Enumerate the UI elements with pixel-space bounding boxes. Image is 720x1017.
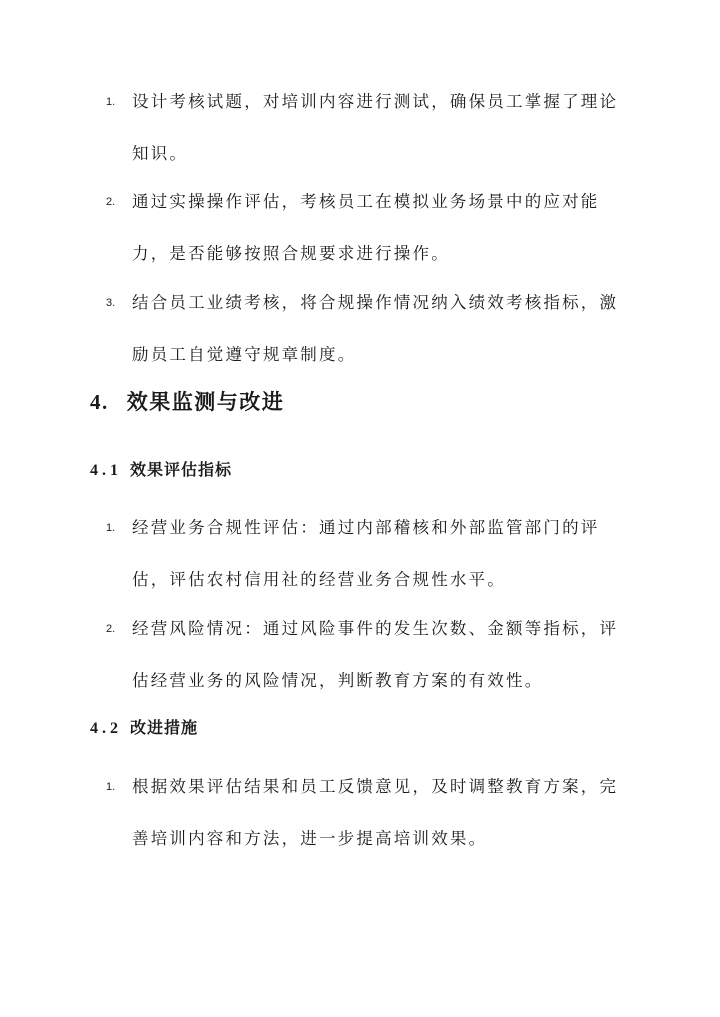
list-item-text: 结合员工业绩考核，将合规操作情况纳入绩效考核指标，激励员工自觉遵守规章制度。: [132, 293, 619, 364]
subsection-heading: [90, 715, 198, 738]
subsection-title: 效果评估指标: [130, 460, 233, 479]
list-number: 1.: [106, 96, 116, 108]
subsection-number: 4.1: [90, 462, 122, 479]
list-item-text: 根据效果评估结果和员工反馈意见，及时调整教育方案，完善培训内容和方法，进一步提高培训效果。: [132, 777, 619, 848]
subsection-title: 改进措施: [130, 718, 199, 737]
list-number: 1.: [106, 781, 116, 793]
section-number: 4.: [90, 390, 109, 414]
list-item-text: 经营风险情况：通过风险事件的发生次数、金额等指标，评估经营业务的风险情况，判断教育方案的有效性。: [132, 619, 619, 690]
list-item-text: 设计考核试题，对培训内容进行测试，确保员工掌握了理论知识。: [132, 92, 619, 163]
list-item-text: 通过实操操作评估，考核员工在模拟业务场景中的应对能力，是否能够按照合规要求进行操作。: [132, 192, 600, 263]
subsection-number: 4.2: [90, 720, 122, 737]
list-number: 2.: [106, 196, 116, 208]
section-heading: [90, 386, 284, 416]
list-number: 1.: [106, 522, 116, 534]
list-number: 3.: [106, 297, 116, 309]
subsection-heading: [90, 457, 232, 480]
section-title: 效果监测与改进: [126, 390, 285, 414]
list-number: 2.: [106, 623, 116, 635]
list-item-text: 经营业务合规性评估：通过内部稽核和外部监管部门的评估，评估农村信用社的经营业务合规性水平。: [132, 518, 600, 589]
